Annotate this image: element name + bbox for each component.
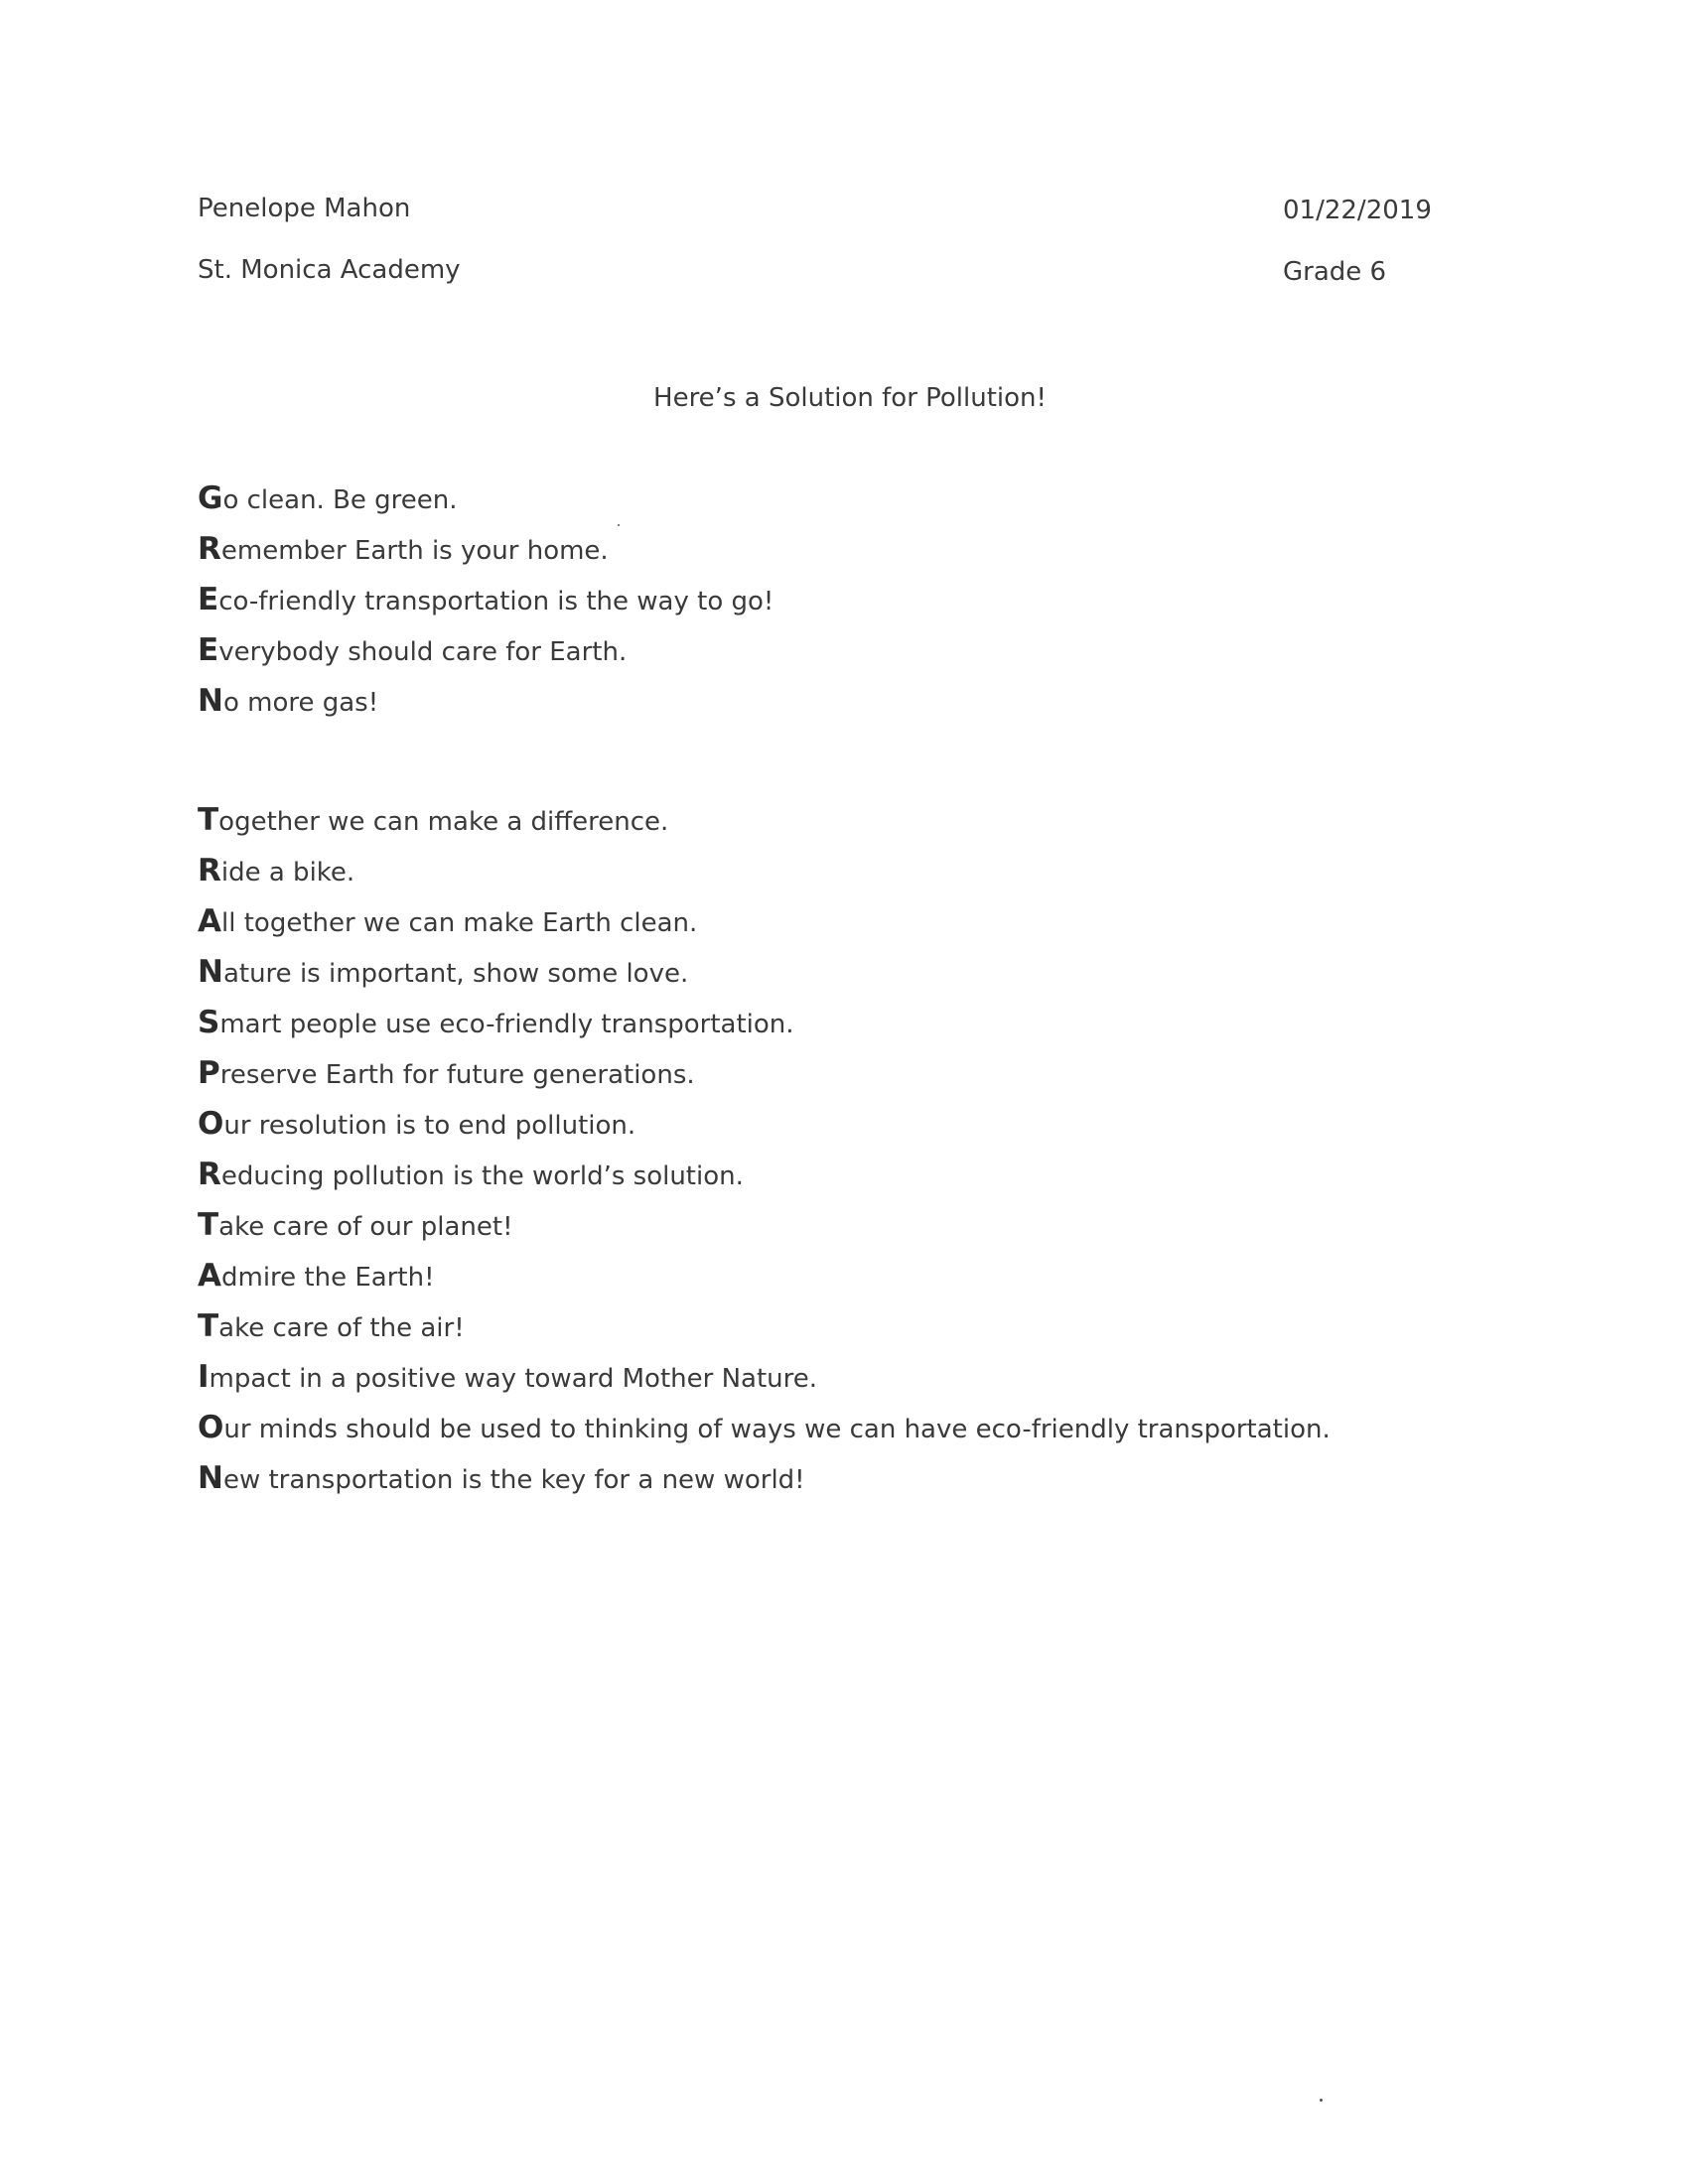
- poem-line: [198, 630, 774, 681]
- line-text: dmire the Earth!: [221, 1263, 435, 1293]
- line-initial: G: [198, 480, 223, 516]
- poem-line: [198, 478, 774, 529]
- poem-line: [198, 952, 1331, 1003]
- header-left: [198, 194, 461, 317]
- line-initial: S: [198, 1005, 220, 1040]
- line-text: co-friendly transportation is the way to go!: [218, 587, 774, 616]
- poem-line: [198, 580, 774, 630]
- line-initial: N: [198, 1460, 223, 1496]
- line-initial: T: [198, 1308, 219, 1344]
- poem-line: [198, 851, 1331, 901]
- line-text: emember Earth is your home.: [220, 536, 609, 566]
- poem-line: [198, 1053, 1331, 1104]
- line-text: ogether we can make a difference.: [218, 807, 669, 837]
- scan-speck: [618, 524, 620, 526]
- grade: Grade 6: [1283, 257, 1387, 287]
- poem-line: [198, 1205, 1331, 1256]
- header-right: [1283, 196, 1432, 319]
- line-text: ew transportation is the key for a new world!: [222, 1465, 805, 1495]
- school-name: St. Monica Academy: [198, 255, 461, 285]
- line-text: o more gas!: [222, 688, 379, 718]
- poem-line: [198, 529, 774, 580]
- poem-line: [198, 800, 1331, 851]
- line-text: mart people use eco-friendly transportation.: [219, 1010, 794, 1039]
- line-initial: O: [198, 1106, 224, 1142]
- line-initial: N: [198, 954, 223, 990]
- poem-title: [0, 383, 1688, 413]
- poem-line: [198, 1306, 1331, 1357]
- poem-line: [198, 1155, 1331, 1205]
- stanza-green: [198, 478, 774, 732]
- line-text: educing pollution is the world’s solution.: [220, 1161, 744, 1191]
- line-initial: T: [198, 1207, 219, 1243]
- poem-line: [198, 1458, 1331, 1509]
- line-text: ll together we can make Earth clean.: [221, 908, 698, 938]
- date: 01/22/2019: [1283, 196, 1432, 225]
- line-initial: N: [198, 683, 223, 719]
- line-initial: A: [198, 1258, 221, 1294]
- stanza-transportation: [198, 800, 1331, 1509]
- author-name: Penelope Mahon: [198, 194, 411, 223]
- line-text: ide a bike.: [220, 858, 355, 887]
- line-initial: T: [198, 802, 219, 838]
- line-text: reserve Earth for future generations.: [219, 1060, 695, 1090]
- line-initial: I: [198, 1359, 210, 1395]
- poem-line: [198, 1256, 1331, 1306]
- line-initial: P: [198, 1055, 220, 1091]
- poem-line: [198, 1003, 1331, 1053]
- line-text: ature is important, show some love.: [222, 959, 689, 989]
- line-text: ake care of the air!: [218, 1313, 465, 1343]
- line-text: verybody should care for Earth.: [218, 637, 628, 667]
- line-initial: A: [198, 903, 221, 939]
- line-initial: R: [198, 853, 221, 888]
- poem-line: [198, 1104, 1331, 1155]
- line-text: ur resolution is to end pollution.: [223, 1111, 636, 1141]
- line-text: o clean. Be green.: [222, 485, 458, 515]
- line-initial: E: [198, 632, 219, 668]
- line-initial: E: [198, 582, 219, 617]
- line-text: ur minds should be used to thinking of ways we can have eco-friendly transportation.: [223, 1415, 1331, 1444]
- poem-line: [198, 901, 1331, 952]
- poem-line: [198, 1408, 1331, 1458]
- line-initial: R: [198, 531, 221, 567]
- line-text: ake care of our planet!: [218, 1212, 513, 1242]
- line-initial: O: [198, 1410, 224, 1445]
- poem-line: [198, 1357, 1331, 1408]
- scan-speck: [1320, 2099, 1323, 2102]
- poem-line: [198, 681, 774, 732]
- line-text: mpact in a positive way toward Mother Nature.: [209, 1364, 818, 1394]
- line-initial: R: [198, 1157, 221, 1192]
- poem-title-text: Here’s a Solution for Pollution!: [653, 383, 1047, 413]
